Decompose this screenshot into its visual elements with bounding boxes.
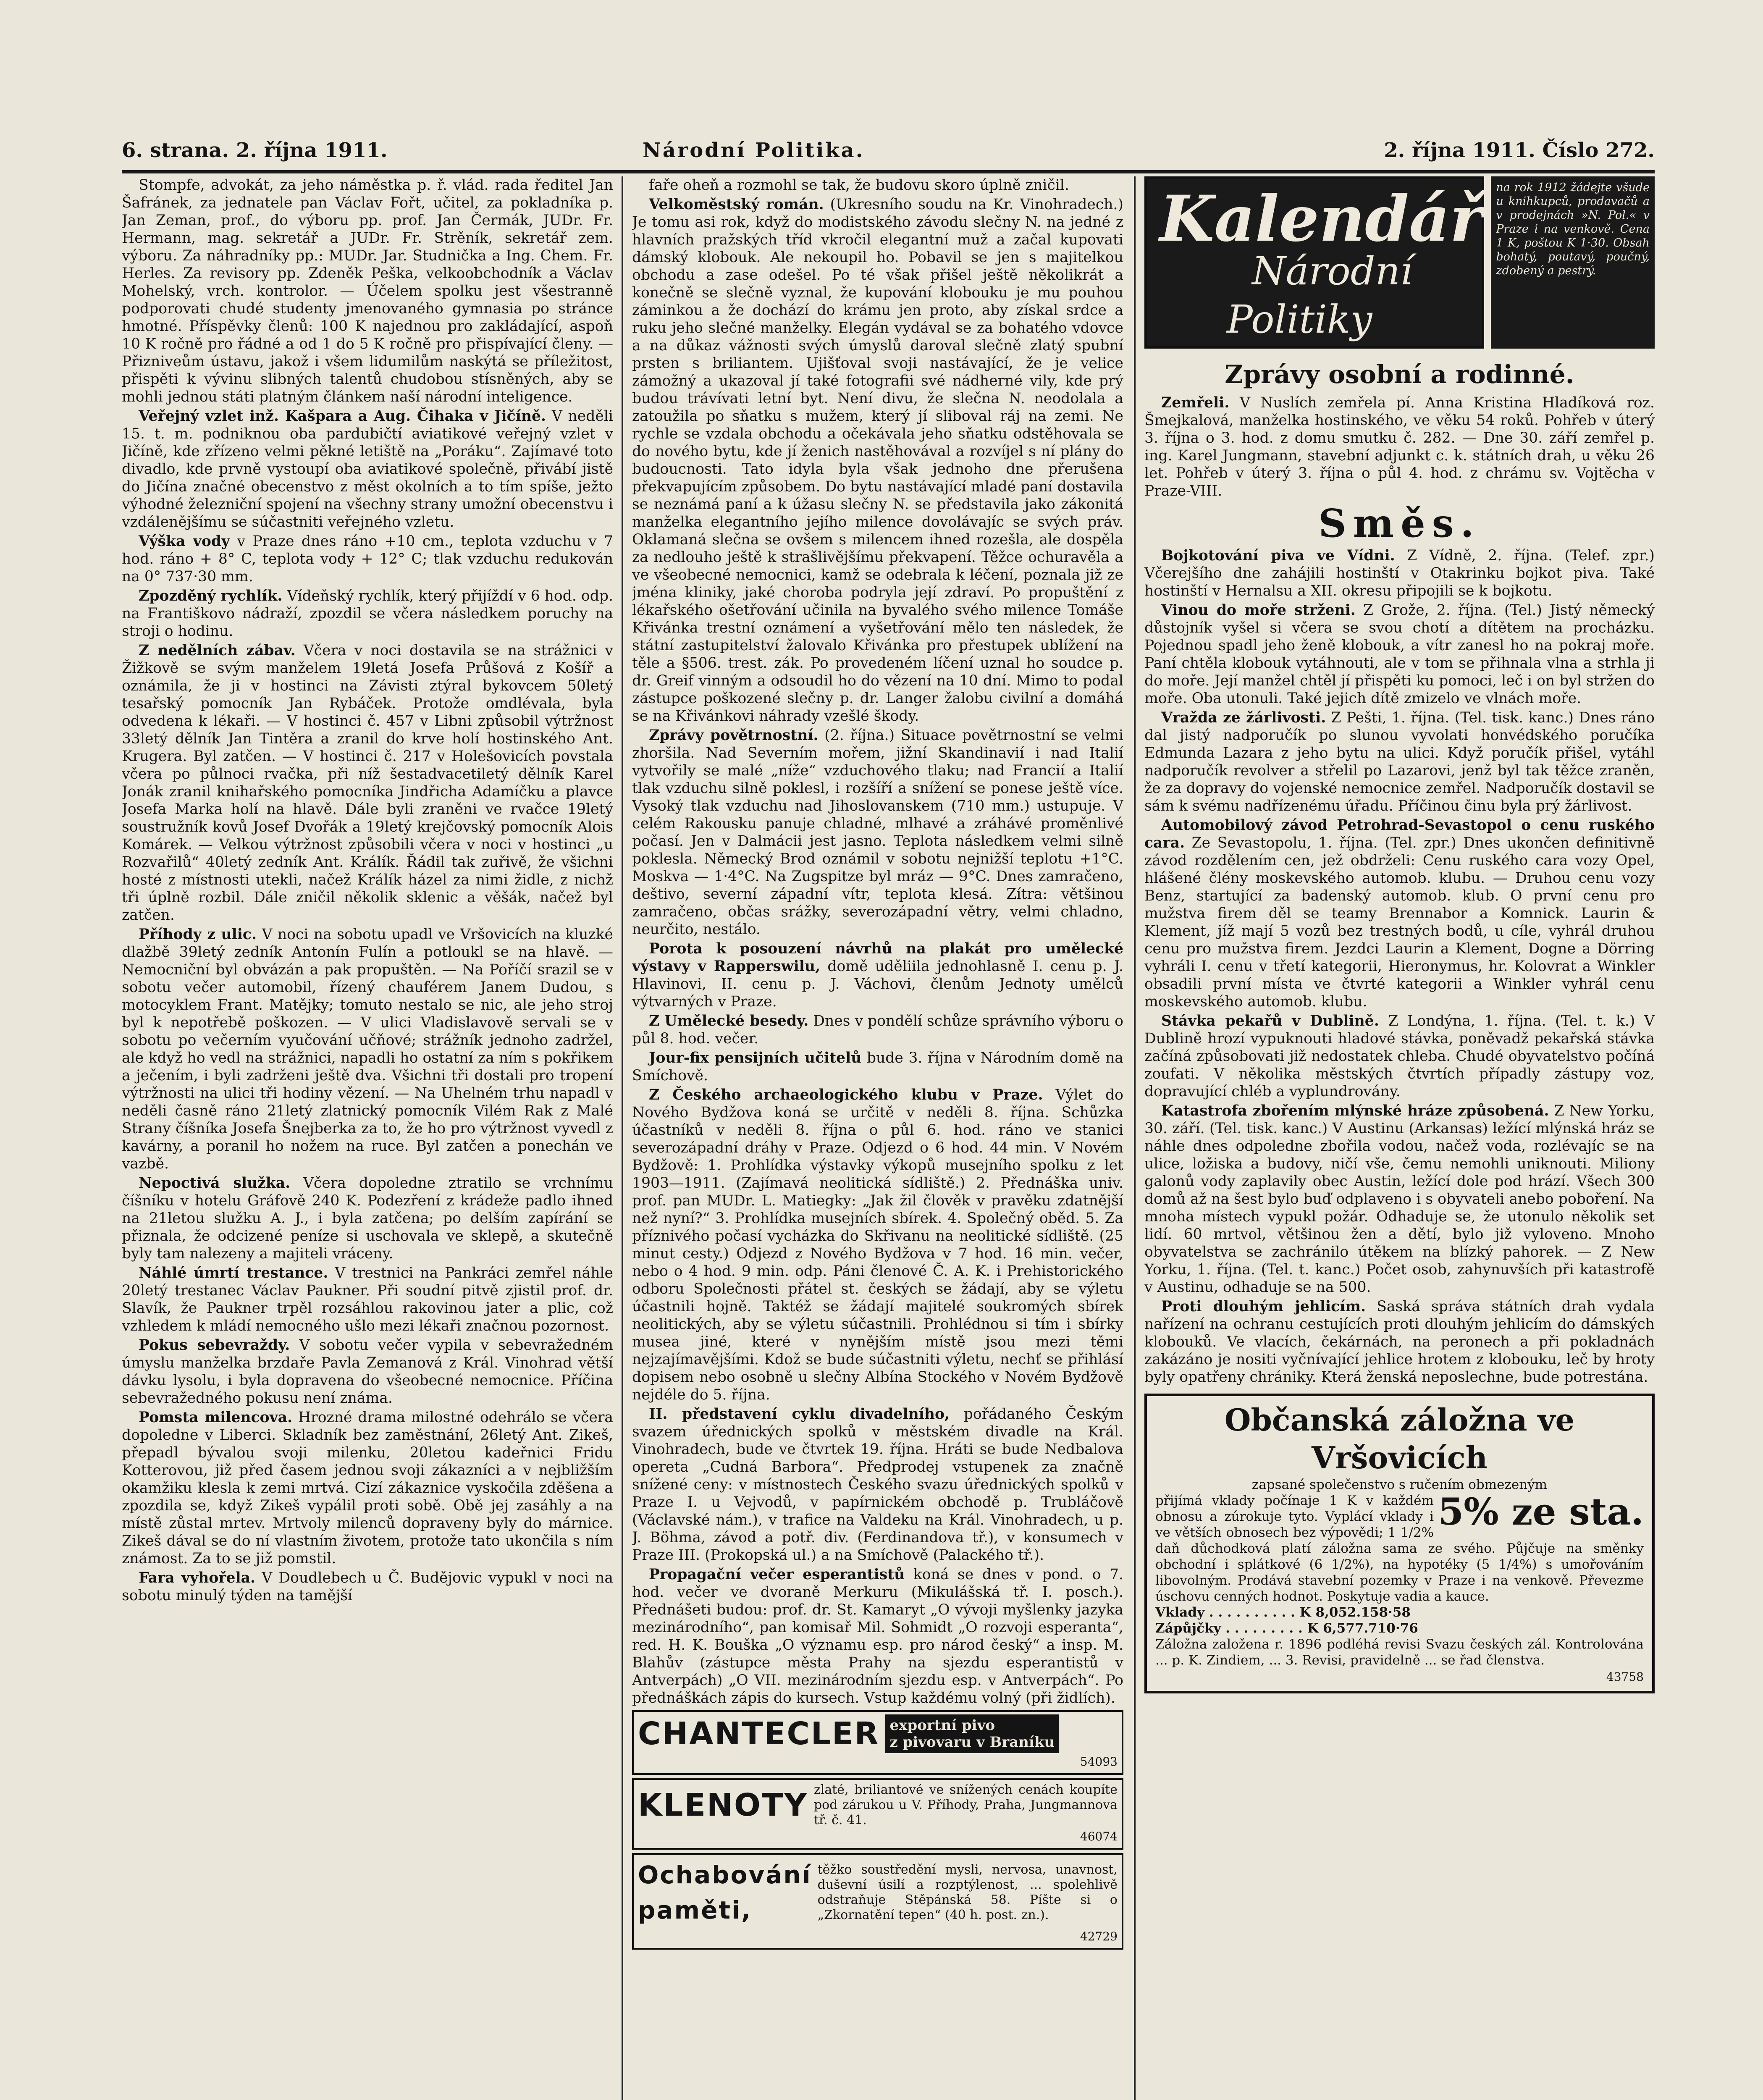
article xyxy=(1144,547,1655,600)
article-heading: Zpozděný rychlík. xyxy=(139,588,283,604)
header-rule xyxy=(122,170,1655,173)
ad-number: 43758 xyxy=(1606,1670,1644,1684)
article xyxy=(1144,816,1655,1011)
ad-pamet-text: těžko soustředění mysli, nervosa, unavnost, duševní úsilí a rozptýlenost, ... spolehlivě odstraňuje Stěpánská 58. Píšte si o „Zkornatění tepen“ (40 h. post. zn.). xyxy=(817,1862,1118,1922)
article-heading: Vinou do moře strženi. xyxy=(1161,602,1356,619)
article xyxy=(122,407,613,531)
article xyxy=(632,1086,1123,1404)
section-personal xyxy=(1144,394,1655,500)
article xyxy=(632,1049,1123,1084)
article-text: V trestnici na Pankráci zemřel náhle 20letý trestanec Václav Paukner. Při soudní pitvě zjistil prof. dr. Slavík, že Paukner trpěl rozsáhlou rakovinou jater a plic, což vzhledem k mládí nemocného ušlo mezi lékaři značnou pozornost. xyxy=(122,1265,613,1334)
article-text: faře oheň a rozmohl se tak, že budovu skoro úplně zničil. xyxy=(649,177,1069,194)
article xyxy=(122,176,613,406)
article-text: V neděli 15. t. m. podniknou oba pardubičtí aviatikové veřejný vzlet v Jičíně, kde zřízeno velmi pěkné letiště na „Poráku“. Zajímavé toto divadlo, kde prvně vystoupí oba aviatikové společně, přivábí jistě do Jičína značné obecenstvo z měst okolních a to tím spíše, ježto výhodné železniční spojení na všechny strany umožní obecenstvu i vzdálenějšímu se súčastniti veřejného vzletu. xyxy=(122,408,613,530)
article-heading: Katastrofa zbořením mlýnské hráze způsobená. xyxy=(1161,1102,1549,1119)
article-text: Z Pešti, 1. října. (Tel. tisk. kanc.) Dnes ráno dal jistý nadporučík po slunou vyvolati honvédského poručíka Edmunda Lazara z jeho bytu na ulici. Když poručík přišel, vytáhl nadporučík revolver a střelil po Lazarovi, jenž byl tak těžce zraněn, že za dopravy do vojenské nemocnice zemřel. Nadporučík dostavil se sám k svému nadřízenému úřadu. Příčinou činu byla prý žárlivost. xyxy=(1144,709,1655,814)
ad-number: 42729 xyxy=(1080,1929,1118,1943)
ad-zalozna xyxy=(1144,1394,1655,1693)
article-text: Z New Yorku, 30. září. (Tel. tisk. kanc.) V Austinu (Arkansas) ležící mlýnská hráz se náhle dnes odpoledne zbořila vodou, načež voda, rozlévajíc se na ulice, ložiska a budovy, ničí vše, čemu nemohli uniknouti. Miliony galonů vody zaplavily obec Austin, ležící dole pod hrází. Všech 300 domů až na šest bylo buď odplaveno i s obyvateli anebo poboření. Na mnoha místech vypukl požár. Odhaduje se, že utonulo několik set lidí. 60 mrtvol, většinou žen a dětí, bylo již vyloveno. Mnoho obyvatelstva se zachránilo útěkem na blízký pahorek. — Z New Yorku, 1. října. (Tel. t. kanc.) Počet osob, zahynuvších při katastrofě v Austinu, odhaduje se na 500. xyxy=(1144,1102,1655,1296)
article-text: V sobotu večer vypila v sebevražedném úmyslu manželka brzdaře Pavla Zemanová z Král. Vinohrad větší dávku lysolu, i byla dopravena do všeobecné nemocnice. Příčina sebevražedného pokusu není známa. xyxy=(122,1337,613,1407)
article-text: Z Grože, 2. října. (Tel.) Jistý německý důstojník vyšel si včera se svou chotí a dítětem na procházku. Pojednou spadl jeho ženě klobouk, a vítr zanesl ho na pokraj moře. Paní chtěla klobouk vytáhnouti, ale v tom se přihnala vlna a strhla ji do moře. Její manžel chtěl jí přispěti ku pomoci, leč i on byl stržen do moře. Oba utonuli. Také jejich dítě zmizelo ve vlnách moře. xyxy=(1144,602,1655,707)
calendar-title-1: Kalendář xyxy=(1160,182,1483,256)
article xyxy=(632,176,1123,194)
article-heading: Bojkotování piva ve Vídni. xyxy=(1161,547,1395,564)
article-text: Z Vídně, 2. října. (Telef. zpr.) Včerejšího dne zahájili hostinští v Otakrinku bojkot piva. Také hostinští v Hernalsu a XII. okresu připojili se k bojkotu. xyxy=(1144,547,1655,599)
article-text: Z Londýna, 1. října. (Tel. t. k.) V Dublině hrozí vypuknouti hladové stávka, poněvadž pekařská stávka začíná způsobovati již nedostatek chleba. Chudé obyvatelstvo počíná zoufati. V několika městských čtvrtích případly zástupy voz, dopravující chléb a vyplundrovány. xyxy=(1144,1013,1655,1100)
article-text: Saská správa státních drah vydala nařízení na ochranu cestujících proti dlouhým jehlicím do dámských klobouků. Ve vlacích, čekárnách, na peronech a při pokladnách zakázáno je nositi vyčnívající jehlice hrotem z klobouku, leč by hroty byly opatřeny chrániky. Která ženská neposlechne, bude potrestána. xyxy=(1144,1298,1655,1386)
article xyxy=(122,926,613,1173)
article-heading: Fara vyhořela. xyxy=(139,1570,256,1586)
article-heading: Zprávy povětrnostní. xyxy=(649,727,819,744)
column-rule xyxy=(1134,176,1136,2100)
header-right: 2. října 1911. Číslo 272. xyxy=(1384,139,1655,162)
article-text: Výlet do Nového Bydžova koná se určitě v neděli 8. října. Schůzka účastníků v neděli 8. října o půl 6. hod. ráno ve stanici severozápadní dráhy v Praze. Odjezd o 6 hod. 44 min. V Novém Bydžově: 1. Prohlídka výstavky výkopů musejního spolku z let 1903—1911. (Zajímavá neolitická sídliště.) 2. Přednáška univ. prof. pan MUDr. L. Matiegky: „Jak žil člověk v pravěku zdatnější než nyní?“ 3. Prohlídka musejních sbírek. 4. Společný oběd. 5. Za příznivého počasí vycházka do Skřivanu na neolitické sídliště. (25 minut cesty.) Odjezd z Nového Bydžova v 7 hod. 16 min. večer, nebo o 4 hod. 9 min. odp. Páni členové Č. A. K. i Prehistorického odboru Společnosti přátel st. českých se žádají, aby se výletu účastnili hojně. Taktéž se žádají majitelé soukromých sbírek neolitických, aby se výletu súčastnili. Prohlédnou si tím i sbírky musea jiné, které v nynějším místě jsou mezi těmi nejzajímavějšími. Kdož se bude súčastniti výletu, nechť se přihlásí dopisem nebo osobně u slečny Albína Stockého v Novém Bydžově nejdéle do 5. října. xyxy=(632,1087,1123,1403)
article xyxy=(1144,394,1655,500)
column-2 xyxy=(632,176,1123,2100)
article-text: Ze Sevastopolu, 1. října. (Tel. zpr.) Dnes ukončen definitivně závod rozdělením cen, jež obdrželi: Cenu ruského cara vozy Opel, hlášené člény moskevského automob. klubu. — Druhou cenu vozy Benz, startující za badenský automob. klub. O první cenu pro mužstva firem děl se teamy Brennabor a Komnick. Laurin & Klement, jíž mají 5 vozů bez trestných bodů, u cíle, vyhrál druhou cenu pro mužstva firem. Jezdci Laurin a Klement, Dogne a Dörring vyhráli I. cenu v třetí kategorii, Hieronymus, hr. Kolovrat a Winkler obsadili první místa ve čtvrté kategorii a Winkler vyhrál cenu moskevského automob. klubu. xyxy=(1144,835,1655,1010)
article-heading: Nepoctivá služka. xyxy=(139,1175,291,1192)
article-heading: Pomsta milencova. xyxy=(139,1409,293,1426)
article-text: (Ukresního soudu na Kr. Vinohradech.) Je tomu asi rok, když do modistského závodu slečny N. na jedné z hlavních pražských tříd vkročil elegantní muž a začal kupovati dámský klobouk. Ale nekoupil ho. Pobavil se jen s majitelkou obchodu a zase odešel. Po té však přišel ještě několikrát a konečně se slečně vyznal, že kupování klobouku je mu pouhou záminkou a že dochází do krámu jen proto, aby získal srdce a ruku jeho slečné manželky. Elegán vydával se za bohatého vdovce a na důkaz vážnosti svých úmyslů daroval slečně zlatý spubní prsten s briliantem. Ujišťoval svoji nastávající, že je velice zámožný a ukazoval jí také fotografii své nádherné vily, kde prý budou trávívati letní byt. Není divu, že slečna N. neodolala a zatoužila po sňatku s mužem, který jí sliboval ráj na zemi. Ne rychle se vzdala obchodu a očekávala jeho sňatku odstěhovala se do nového bytu, kde jí ženich nastěhovával a rozvíjel s ní plány do budoucnosti. Tato idyla byla však jednoho dne přerušena překvapujícím způsobem. Do bytu nastávající mladé paní dostavila se neznámá paní a k úžasu slečny N. se představila jako zákonitá manželka elegantního jejího milence dovolávajíc se svých práv. Oklamaná slečna se ovšem s milencem ihned rozešla, ale dospěla za nedlouho ještě k strašlivějšímu překvapení. Těžce ochuravěla a ve všeobecné nemocnici, kamž se odebrala k léčení, poznala již ze jména kliniky, jaké choroba podryla její zdraví. Po propuštění z lékařského ošetřování učinila na byvalého svého milence Tomáše Křivánka trestní oznámení a vyšetřování mělo ten následek, že státní zastupitelství žalovalo Křivánka pro přestupek ublížení na těle a §506. trest. zák. Po provedeném líčení uznal ho soudce p. dr. Greif vinným a odsoudil ho do vězení na 10 dní. Mimo to podal zástupce poškozené slečny p. dr. Langer žalobu civilní a domáhá se na Křivánkovi náhrady vzešlé škody. xyxy=(632,196,1123,724)
article-heading: Jour-fix pensijních učitelů xyxy=(649,1050,862,1066)
calendar-title-3: Politiky xyxy=(1227,297,1372,342)
article xyxy=(632,940,1123,1011)
section-misc xyxy=(1144,547,1655,1386)
article-text: V Doudlebech u Č. Budějovic vypukl v noci na sobotu minulý týden na tamější xyxy=(122,1570,613,1604)
ad-pamet-name: Ochabování paměti, xyxy=(638,1861,812,1924)
article-heading: Porota k posouzení návrhů na plakát pro umělecké výstavy v Rapperswilu, xyxy=(632,940,1123,975)
ad-klenoty-text: zlaté, briliantové ve snížených cenách koupíte pod zárukou u V. Příhody, Praha, Jungmannova tř. č. 41. xyxy=(813,1782,1118,1827)
article xyxy=(122,642,613,924)
article xyxy=(1144,1012,1655,1100)
article-heading: Velkoměstský román. xyxy=(649,196,824,213)
article-text: Stompfe, advokát, za jeho náměstka p. ř. vlád. rada ředitel Jan Šafránek, za jednatele pan Václav Fořt, učitel, za pokladníka p. Jan Zeman, prof., do výboru pp. prof. Jan Čermák, JUDr. Fr. Hermann, mag. sekretář a JUDr. Fr. Strěník, sekretář zem. výboru. Za náhradníky pp.: MUDr. Jar. Studnička a Ing. Chem. Fr. Herles. Za revisory pp. Zdeněk Peška, velkoobchodník a Václav Mohelský, vrch. kontrolor. — Účelem spolku jest všestranně podporovati chudé studenty jmenovaného gymnasia po stránce hmotné. Příspěvky členů: 100 K najednou pro zakládající, aspoň 10 K ročně pro řádné a od 1 do 5 K ročně pro přispívající členy. — Přizniveům ústavu, jakož i všem lidumilům naskýtá se příležitost, přispěti k vývinu slibných talentů chudobou stísněných, aby se mohli jednou státi platným článkem naší národní inteligence. xyxy=(122,177,613,405)
article-text: Dnes v pondělí schůze správního výboru o půl 8. hod. večer. xyxy=(632,1013,1123,1047)
article xyxy=(1144,601,1655,707)
article-heading: Z Českého archaeologického klubu v Praze. xyxy=(649,1087,1043,1103)
calendar-ad-text: na rok 1912 žádejte všude u knihkupců, prodavačů a v prodejnách »N. Pol.« v Praze i na venkově. Cena 1 K, poštou K 1·30. Obsah bohatý, poutavý, poučný, zdobený a pestrý. xyxy=(1491,176,1655,349)
column-rule xyxy=(622,176,623,2100)
zalozna-row: Zápůjčky . . . . . . . . . K 6,577.710·76 xyxy=(1155,1621,1418,1636)
ad-chantecler-text: exportní pivo z pivovaru v Braníku xyxy=(885,1714,1059,1753)
article xyxy=(1144,1102,1655,1296)
calendar-ad xyxy=(1144,176,1655,353)
article-heading: Pokus sebevraždy. xyxy=(139,1337,290,1354)
article-text: bude 3. října v Národním domě na Smíchově. xyxy=(632,1050,1123,1084)
ad-pamet xyxy=(632,1853,1123,1950)
article xyxy=(632,196,1123,725)
article-heading: Automobilový závod Petrohrad-Sevastopol o cenu ruského cara. xyxy=(1144,817,1655,851)
column-1 xyxy=(122,176,613,2100)
article xyxy=(122,587,613,640)
article-text: Hrozné drama milostné odehrálo se včera dopoledne v Liberci. Skladník bez zaměstnání, 26letý Ant. Zikeš, přepadl bývalou svoji milenku, 20letou kadeřnici Fridu Kotterovou, již před časem jednou svoji zákazníci a v nejbližším okamžiku klesla k zemi mrtvá. Cizí zákaznice vyskočila zděšena a zpozdila se, když Zikeš vypálil proti sobě. Obě jej zasáhly a na místě zůstal mrtev. Mrtvoly milenců dopraveny byly do márnice. Zikeš dával se do ní vlastním životem, protože tato ukončila s ním známost. Za to se již pomstil. xyxy=(122,1409,613,1567)
calendar-ad-logo xyxy=(1144,176,1484,349)
article-heading: Zemřeli. xyxy=(1161,394,1230,411)
article-heading: Z nedělních zábav. xyxy=(139,642,296,659)
article xyxy=(122,533,613,585)
zalozna-text: přijímá vklady počínaje 1 K v každém obnosu a zúrokuje tyto. Vyplácí vklady i ve větších obnosech bez výpovědi; 1 1/2% daň důchodková platí záložna sama ze svého. Půjčuje na směnky obchodní i splátkové (6 1/2%), na hypotéky (5 1/4%) s umořováním libovolným. Prodává stavební pozemky v Praze i na venkově. Převezme úschovu cenných hodnot. Poskytuje vadia a kauce. xyxy=(1155,1493,1644,1604)
article xyxy=(122,1264,613,1335)
article-heading: II. představení cyklu divadelního, xyxy=(649,1406,950,1423)
ad-chantecler xyxy=(632,1710,1123,1775)
ad-klenoty xyxy=(632,1778,1123,1850)
article xyxy=(1144,709,1655,815)
article-heading: Náhlé úmrtí trestance. xyxy=(139,1265,328,1281)
article-heading: Výška vody xyxy=(139,533,230,550)
article-heading: Proti dlouhým jehlicím. xyxy=(1161,1298,1366,1315)
masthead-title: Národní Politika. xyxy=(643,139,865,162)
calendar-title-2: Národní xyxy=(1252,249,1413,294)
zalozna-subtitle: zapsané společenstvo s ručením obmezeným xyxy=(1251,1477,1548,1492)
article xyxy=(632,1566,1123,1707)
article-text: Včera dopoledne ztratilo se vrchnímu číšníku v hotelu Gráfově 240 K. Podezření z krádeže padlo ihned na 21letou služku A. J., i byla zatčena; po delším zapírání se přiznala, že odcizené peníze si uschovala ve sklepě, a skutečně byly tam nalezeny a majiteli vráceny. xyxy=(122,1175,613,1262)
ad-number: 46074 xyxy=(1080,1830,1118,1843)
article-text: koná se dnes v pond. o 7. hod. večer ve dvoraně Merkuru (Mikulášská tř. I. posch.). Přednášeti budou: prof. dr. St. Kamaryt „O vývoji myšlenky jazyka mezinárodního“, pan komisař Mil. Sohmidt „O rozvoji esperanta“, red. H. K. Bouška „O významu esp. pro národ český“ a insp. M. Blahův (zástupce města Prahy na sjezdu esperantistů v Antverpách) „O VII. mezinárodním sjezdu esp. v Antverpách“. Po přednáškách zápis do kursech. Vstup každému volný (při židlích). xyxy=(632,1566,1123,1706)
zalozna-title: Občanská záložna ve Vršovicích xyxy=(1224,1402,1575,1475)
article-heading: Příhody z ulic. xyxy=(139,926,257,943)
article-text: (2. října.) Situace povětrnostní se velmi zhoršila. Nad Severním mořem, jižní Skandinavií i nad Italií vytvořily se malé „níže“ vzduchového tlaku; nad Francií a Italií tlak vzduchu silně poklesl, i rozšíří a snížení se ponese ještě více. Vysoký tlak vzduchu nad Jihoslovanskem (710 mm.) ustupuje. V celém Rakousku panuje chladné, mlhavé a zráhávé proměnlivé počasí. Jen v Dalmácii jest jasno. Teplota následkem velmi silně poklesla. Německý Brod oznámil v sobotu nejnižší teplotu +1°C. Moskva — 1·4°C. Na Zugspitze byl mráz — 9°C. Dnes zamračeno, deštivo, severní západní vítr, teplota klesá. Zítra: většinou zamračeno, občas srážky, severozápadní větry, velmi chladno, neurčito, nestálo. xyxy=(632,727,1123,938)
zalozna-rate: 5% ze sta. xyxy=(1438,1490,1644,1533)
section-title-personal: Zprávy osobní a rodinné. xyxy=(1225,360,1574,389)
article-heading: Vražda ze žárlivosti. xyxy=(1161,709,1326,726)
header-left: 6. strana. 2. října 1911. xyxy=(122,139,388,162)
zalozna-row: Vklady . . . . . . . . . . K 8,052.158·58 xyxy=(1155,1605,1411,1620)
ad-number: 54093 xyxy=(1080,1755,1118,1769)
article-text: pořádaného Českým svazem úřednických spolků v městském divadle na Král. Vinohradech, bude ve čtvrtek 19. října. Hráti se bude Nedbalova opereta „Cudná Barbora“. Předprodej vstupenek za značně snížené ceny: v místnostech Českého svazu úřednických spolků v Praze I. u Vejvodů, v papírnickém obchodě p. Trubláčově (Václavské nám.), v trafice na Valdeku na Král. Vinohradech, u p. J. Böhma, závod a potř. div. (Ferdinandova tř.), v konsumech v Praze III. (Prokopská ul.) a na Smíchově (Palackého tř.). xyxy=(632,1406,1123,1564)
article-text: V noci na sobotu upadl ve Vršovicích na kluzké dlažbě 39letý zedník Antonín Fulín a potloukl se na hlavě. — Nemocniční byl obvázán a pak propuštěn. — Na Poříčí srazil se v sobotu večer automobil, řízený chauférem Janem Dudou, s motocyklem Frant. Matějky; tomuto nestalo se nic, ale jeho stroj byl k nepotřebě poškozen. — V ulici Vladislavově servali se v sobotu po večerním vyučování učňové; strážník jednoho zadržel, ale když ho vedl na strážnici, napadli ho ostatní za ním s pokřikem a ječením, i byli zadrženi ještě dva. Všichni tři dostali pro tropení výtržnosti na ulici tři hodiny vězení. — Na Uhelném trhu napadl v neděli časně ráno 21letý zlatnický pomocník Vilém Rak z Malé Strany číšníka Josefa Šnejberka za to, že ho pro výtržnost vyvedl z kavárny, a poranil ho nožem na ruce. Byl zatčen a ponechán ve vazbě. xyxy=(122,926,613,1172)
article xyxy=(632,727,1123,938)
article-heading: Z Umělecké besedy. xyxy=(649,1013,809,1029)
section-title-misc: Směs. xyxy=(1318,501,1481,546)
article xyxy=(122,1336,613,1407)
article xyxy=(122,1569,613,1604)
ad-chantecler-name: CHANTECLER xyxy=(638,1716,880,1752)
page-header xyxy=(122,139,1655,168)
ad-klenoty-name: KLENOTY xyxy=(638,1787,808,1823)
article xyxy=(122,1409,613,1567)
article xyxy=(122,1174,613,1263)
article-heading: Veřejný vzlet inž. Kašpara a Aug. Čihaka v Jičíně. xyxy=(139,408,546,425)
article-text: V Nuslích zemřela pí. Anna Kristina Hladíková roz. Šmejkalová, manželka hostinského, ve věku 54 roků. Pohřeb v úterý 3. října o 3. hod. z domu smutku č. 282. — Dne 30. září zemřel p. ing. Karel Jungmann, stavební adjunkt c. k. státních drah, u věku 26 let. Pohřeb v úterý 3. října o půl 4. hod. z chrámu sv. Vojtěcha v Praze-VIII. xyxy=(1144,394,1655,499)
article xyxy=(632,1405,1123,1564)
article-heading: Stávka pekařů v Dublině. xyxy=(1161,1013,1379,1029)
article-text: v Praze dnes ráno +10 cm., teplota vzduchu v 7 hod. ráno + 8° C, teplota vody + 12° C; tlak vzduchu redukován na 0° 737·30 mm. xyxy=(122,533,613,585)
column-2-articles xyxy=(632,176,1123,1707)
article-text: Včera v noci dostavila se na strážnici v Žižkově se svým manželem 19letá Josefa Průšová z Košíř a oznámila, že ji v hostinci na Závisti ztýral bykovcem 50letý tesařský pomocník Jan Rybáček. Protože omdlévala, byla odvedena k lékaři. — V hostinci č. 457 v Libni způsobil výtržnost 33letý dělník Jan Tintěra a zranil do krve holí hostinského Ant. Krugera. Byl zatčen. — V hostinci č. 217 v Holešovicích povstala včera po půlnoci rvačka, při níž šestadvacetiletý dělník Karel Jonák zranil knihařského pomocníka Jindřicha Adamíčku a plavce Josefa Marka holí na hlavě. Dále byli zraněni ve rvačce 19letý soustružník kovů Josef Dvořák a 19letý krejčovský pomocník Alois Komárek. — Velkou výtržnost způsobili včera v noci v hostinci „u Rozvařilů“ 40letý zedník Ant. Králík. Řádil tak zuřivě, že všichni hosté z místnosti utekli, načež Králík házel za nimi židle, z nichž tři úplně rozbil. Dále zničil několik sklenic a věšák, načež byl zatčen. xyxy=(122,642,613,924)
article-heading: Propagační večer esperantistů xyxy=(649,1566,905,1583)
article-text: Vídeňský rychlík, který přijíždí v 6 hod. odp. na Františkovo nádraží, zpozdil se včera následkem poruchy na stroji o hodinu. xyxy=(122,588,613,640)
article xyxy=(632,1012,1123,1047)
column-3 xyxy=(1144,176,1655,2100)
zalozna-footer: Záložna založena r. 1896 podléhá revisi Svazu českých zál. Kontrolována ... p. K. Zindiem, ... 3. Revisi, pravidelně ... se řad členstva. xyxy=(1155,1637,1644,1668)
article-text: domě uděliila jednohlasně I. cenu p. J. Hlavinovi, II. cenu p. J. Váchovi, členům Jednoty umělců výtvarných v Praze. xyxy=(632,958,1123,1010)
article xyxy=(1144,1298,1655,1386)
